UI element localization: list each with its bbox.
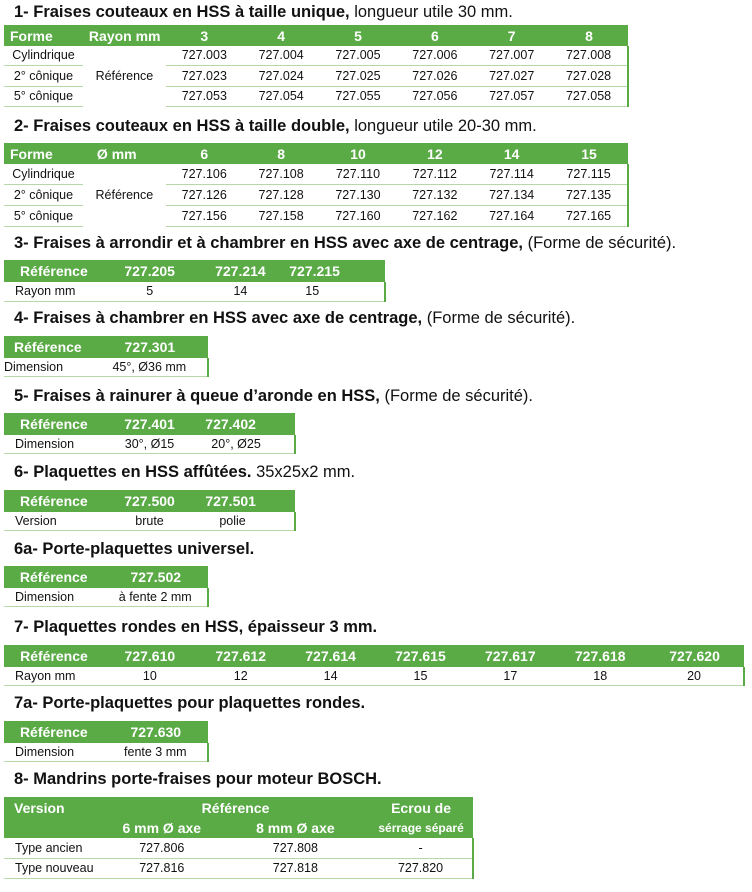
section-5-title-rest: (Forme de sécurité).	[379, 387, 534, 405]
header-cell: Référence	[4, 721, 104, 743]
forme-cell: 2° cônique	[4, 65, 83, 86]
header-cell: 727.617	[465, 645, 555, 667]
row-label: Dimension	[4, 743, 104, 761]
table-cell: 727.108	[243, 164, 320, 184]
table-cell: 727.008	[550, 46, 628, 65]
section-6-title	[14, 463, 355, 482]
header-cell: 3	[166, 25, 243, 46]
table-cell: 30°, Ø15	[104, 435, 196, 453]
header-cell: 15	[550, 143, 628, 164]
section-7-title	[14, 618, 377, 637]
section-1-title-rest: longueur utile 30 mm.	[349, 3, 513, 21]
table-3-header	[4, 260, 385, 282]
table-row	[4, 588, 208, 606]
header-cell: 727.630	[104, 721, 208, 743]
forme-cell: Cylindrique	[4, 164, 83, 184]
reference-label: Référence	[95, 188, 154, 202]
table-cell: 727.003	[166, 46, 243, 65]
table-cell: 727.026	[396, 65, 473, 86]
table-row	[4, 282, 385, 301]
header-cell: Rayon mm	[83, 25, 166, 46]
section-8-title	[14, 770, 382, 789]
table-6a-header	[4, 566, 208, 588]
header-cell: 727.205	[104, 260, 196, 282]
header-cell: 727.214	[196, 260, 286, 282]
table-cell: 727.112	[396, 164, 473, 184]
table-cell: 727.816	[102, 858, 222, 878]
forme-cell: 5° cônique	[4, 205, 83, 226]
table-cell: 727.126	[166, 184, 243, 205]
table-4-header	[4, 336, 208, 358]
row-label: Dimension	[4, 435, 104, 453]
header-cell: 4	[243, 25, 320, 46]
table-cell: -	[369, 838, 473, 858]
header-cell: 8	[550, 25, 628, 46]
table-cell: 12	[196, 667, 286, 685]
table-row	[4, 743, 208, 761]
table-cell: 727.028	[550, 65, 628, 86]
table-row	[4, 858, 473, 878]
header-cell-6mm: 6 mm Ø axe	[102, 818, 222, 838]
table-cell: 727.004	[243, 46, 320, 65]
section-6a-title-bold: 6a- Porte-plaquettes universel.	[14, 540, 255, 558]
header-cell: 727.401	[104, 413, 196, 435]
table-2	[4, 143, 629, 227]
forme-cell: 2° cônique	[4, 184, 83, 205]
table-cell: brute	[104, 512, 196, 530]
section-6-title-bold: 6- Plaquettes en HSS affûtées.	[14, 463, 252, 481]
header-cell: Référence	[4, 336, 92, 358]
table-cell: 727.005	[320, 46, 397, 65]
section-3-title-rest: (Forme de sécurité).	[523, 234, 677, 252]
table-cell: 14	[196, 282, 286, 301]
table-8	[4, 797, 474, 879]
table-cell: 727.165	[550, 205, 628, 226]
section-3-title-bold: 3- Fraises à arrondir et à chambrer en HSS avec axe de centrage,	[14, 234, 523, 252]
table-cell: 15	[285, 282, 385, 301]
header-cell: Ø mm	[83, 143, 166, 164]
table-cell: 10	[104, 667, 196, 685]
section-2-title-bold: 2- Fraises couteaux en HSS à taille double,	[14, 117, 350, 135]
header-cell: 727.402	[195, 413, 295, 435]
row-label: Dimension	[4, 358, 92, 376]
table-row	[4, 512, 295, 530]
table-cell: 727.130	[320, 184, 397, 205]
table-cell: 727.027	[473, 65, 550, 86]
table-cell: 727.056	[396, 86, 473, 106]
table-6	[4, 490, 296, 531]
header-cell: 12	[396, 143, 473, 164]
row-label: Version	[4, 512, 104, 530]
table-cell: 20	[645, 667, 744, 685]
header-cell: 727.614	[286, 645, 376, 667]
table-row	[4, 435, 295, 453]
table-cell: 727.158	[243, 205, 320, 226]
table-1-header	[4, 25, 628, 46]
table-cell: 727.054	[243, 86, 320, 106]
table-cell: à fente 2 mm	[104, 588, 209, 606]
header-cell: 727.501	[195, 490, 295, 512]
table-row	[4, 358, 208, 376]
table-cell: 727.820	[369, 858, 473, 878]
table-cell: 727.106	[166, 164, 243, 184]
table-cell: 18	[555, 667, 645, 685]
header-cell: Référence	[4, 413, 104, 435]
header-cell: 6	[396, 25, 473, 46]
header-cell: Forme	[4, 143, 83, 164]
section-4-title	[14, 309, 575, 328]
table-cell: 727.134	[473, 184, 550, 205]
table-cell: 727.132	[396, 184, 473, 205]
header-cell-version: Version	[4, 797, 102, 818]
header-cell-ecrou: Ecrou de	[369, 797, 473, 818]
table-2-header	[4, 143, 628, 164]
table-cell: 20°, Ø25	[195, 435, 295, 453]
row-label: Type ancien	[4, 838, 102, 858]
table-cell: 5	[104, 282, 196, 301]
table-cell: 727.164	[473, 205, 550, 226]
table-cell: 727.053	[166, 86, 243, 106]
header-cell: 727.612	[196, 645, 286, 667]
header-cell-empty	[4, 818, 102, 838]
header-cell: 5	[320, 25, 397, 46]
section-2-title	[14, 117, 537, 136]
section-8-title-bold: 8- Mandrins porte-fraises pour moteur BOSCH.	[14, 770, 382, 788]
table-cell: 727.110	[320, 164, 397, 184]
table-cell: 727.024	[243, 65, 320, 86]
table-1	[4, 25, 629, 107]
table-cell: 727.156	[166, 205, 243, 226]
table-7-header	[4, 645, 744, 667]
section-7a-title-bold: 7a- Porte-plaquettes pour plaquettes rondes.	[14, 694, 366, 712]
table-6a	[4, 566, 209, 607]
table-cell: 17	[465, 667, 555, 685]
header-cell: 727.502	[104, 566, 209, 588]
header-cell: 727.615	[376, 645, 466, 667]
header-cell: Référence	[4, 490, 104, 512]
table-4	[4, 336, 209, 377]
table-cell: polie	[195, 512, 295, 530]
table-5	[4, 413, 296, 454]
section-3-title	[14, 234, 676, 253]
header-cell: Référence	[4, 645, 104, 667]
table-cell: 727.058	[550, 86, 628, 106]
section-7-title-bold: 7- Plaquettes rondes en HSS, épaisseur 3 mm.	[14, 618, 378, 636]
section-5-title-bold: 5- Fraises à rainurer à queue d’aronde en HSS,	[14, 387, 380, 405]
header-cell-8mm: 8 mm Ø axe	[222, 818, 369, 838]
table-5-header	[4, 413, 295, 435]
table-cell: 14	[286, 667, 376, 685]
table-cell: 727.818	[222, 858, 369, 878]
header-cell: 727.215	[285, 260, 385, 282]
row-label: Dimension	[4, 588, 104, 606]
section-6a-title	[14, 540, 254, 559]
table-cell: 727.025	[320, 65, 397, 86]
section-5-title	[14, 387, 533, 406]
table-7a	[4, 721, 209, 762]
section-4-title-bold: 4- Fraises à chambrer en HSS avec axe de centrage,	[14, 309, 423, 327]
table-row	[4, 46, 628, 65]
table-cell: 727.135	[550, 184, 628, 205]
header-cell: Référence	[4, 260, 104, 282]
row-label: Rayon mm	[4, 282, 104, 301]
table-3	[4, 260, 386, 302]
header-cell: 727.618	[555, 645, 645, 667]
row-label: Rayon mm	[4, 667, 104, 685]
table-6-header	[4, 490, 295, 512]
reference-label: Référence	[95, 69, 154, 83]
table-row	[4, 667, 744, 685]
section-1-title	[14, 3, 513, 22]
header-cell: Référence	[4, 566, 104, 588]
section-1-title-bold: 1- Fraises couteaux en HSS à taille unique,	[14, 3, 350, 21]
table-row	[4, 164, 628, 184]
header-cell-reference: Référence	[102, 797, 369, 818]
table-cell: 727.007	[473, 46, 550, 65]
header-cell: 727.301	[92, 336, 208, 358]
table-cell: fente 3 mm	[104, 743, 208, 761]
table-cell: 727.160	[320, 205, 397, 226]
table-8-header-bottom	[4, 818, 473, 838]
table-8-header-top	[4, 797, 473, 818]
forme-cell: Cylindrique	[4, 46, 83, 65]
table-cell: 727.057	[473, 86, 550, 106]
section-2-title-rest: longueur utile 20-30 mm.	[349, 117, 537, 135]
table-cell: 727.114	[473, 164, 550, 184]
table-cell: 727.023	[166, 65, 243, 86]
header-cell: 727.610	[104, 645, 196, 667]
header-cell: 6	[166, 143, 243, 164]
table-cell: 727.808	[222, 838, 369, 858]
header-cell: 727.620	[645, 645, 744, 667]
table-cell: 45°, Ø36 mm	[92, 358, 208, 376]
forme-cell: 5° cônique	[4, 86, 83, 106]
table-cell: 727.055	[320, 86, 397, 106]
header-cell: 14	[473, 143, 550, 164]
header-cell: Forme	[4, 25, 83, 46]
table-cell: 727.006	[396, 46, 473, 65]
table-cell: 727.162	[396, 205, 473, 226]
table-cell: 727.115	[550, 164, 628, 184]
table-cell: 727.128	[243, 184, 320, 205]
table-cell: 15	[376, 667, 466, 685]
table-cell: 727.806	[102, 838, 222, 858]
section-6-title-rest: 35x25x2 mm.	[251, 463, 356, 481]
table-7a-header	[4, 721, 208, 743]
header-cell: 10	[320, 143, 397, 164]
header-cell: 7	[473, 25, 550, 46]
section-4-title-rest: (Forme de sécurité).	[422, 309, 576, 327]
header-cell: 727.500	[104, 490, 196, 512]
header-cell: 8	[243, 143, 320, 164]
header-cell-serrage: sérrage séparé	[369, 818, 473, 838]
table-7	[4, 645, 745, 686]
row-label: Type nouveau	[4, 858, 102, 878]
section-7a-title	[14, 694, 365, 713]
table-row	[4, 838, 473, 858]
